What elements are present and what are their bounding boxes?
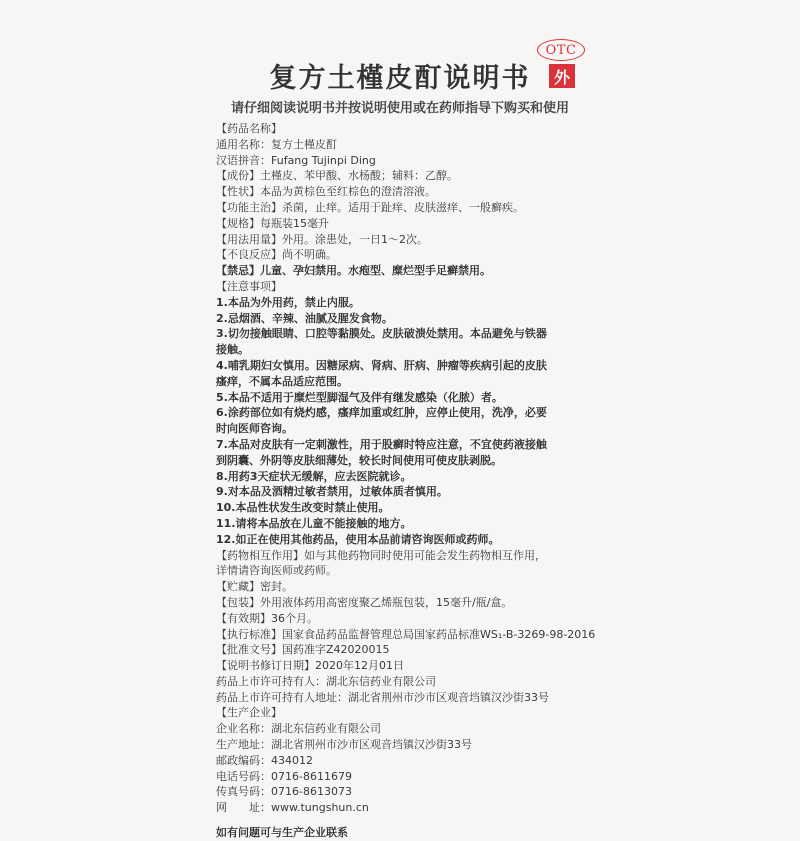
company-name: 企业名称：湖北东信药业有限公司: [216, 722, 381, 736]
generic-name: 通用名称：复方土槿皮酊: [216, 137, 337, 151]
precaution-line: 3.切勿接触眼睛、口腔等黏膜处。皮肤破溃处禁用。本品避免与铁器: [216, 327, 547, 341]
ingredients: 【成份】土槿皮、苯甲酸、水杨酸；辅料：乙醇。: [216, 169, 458, 183]
adverse-reactions: 【不良反应】尚不明确。: [216, 248, 337, 262]
storage: 【贮藏】密封。: [216, 580, 293, 594]
precaution-line: 1.本品为外用药，禁止内服。: [216, 295, 360, 309]
package: 【包装】外用液体药用高密度聚乙烯瓶包装，15毫升/瓶/盒。: [216, 595, 513, 609]
specification: 【规格】每瓶装15毫升: [216, 216, 329, 230]
execution-standard: 【执行标准】国家食品药品监督管理总局国家药品标准WS₁-B-3269-98-2016: [216, 627, 596, 641]
leaflet-content: [216, 121, 616, 841]
precaution-line: 9.对本品及酒精过敏者禁用，过敏体质者慎用。: [216, 485, 448, 499]
external-use-badge: 外: [549, 64, 575, 88]
precaution-line: 接触。: [216, 343, 249, 357]
drug-interactions-cont: 详情请咨询医师或药师。: [216, 564, 337, 578]
license-holder-address: 药品上市许可持有人地址：湖北省荆州市沙市区观音垱镇汉沙街33号: [216, 690, 549, 704]
precaution-line: 时向医师咨询。: [216, 422, 293, 436]
appearance: 【性状】本品为黄棕色至红棕色的澄清溶液。: [216, 185, 436, 199]
precaution-line: 2.忌烟酒、辛辣、油腻及腥发食物。: [216, 311, 393, 325]
precaution-line: 4.哺乳期妇女慎用。因糖尿病、肾病、肝病、肿瘤等疾病引起的皮肤: [216, 358, 547, 372]
precaution-line: 11.请将本品放在儿童不能接触的地方。: [216, 516, 412, 530]
precaution-line: 8.用药3天症状无缓解，应去医院就诊。: [216, 469, 412, 483]
approval-number: 【批准文号】国药准字Z42020015: [216, 643, 390, 657]
precaution-line: 6.涂药部位如有烧灼感，瘙痒加重或红肿，应停止使用，洗净，必要: [216, 406, 547, 420]
precaution-line: 5.本品不适用于糜烂型脚湿气及伴有继发感染（化脓）者。: [216, 390, 503, 404]
license-holder: 药品上市许可持有人：湖北东信药业有限公司: [216, 674, 436, 688]
drug-name-header: 【药品名称】: [216, 122, 282, 135]
contact-note: 如有问题可与生产企业联系: [216, 826, 348, 840]
validity: 【有效期】36个月。: [216, 611, 318, 625]
contraindications: 【禁忌】儿童、孕妇禁用。水疱型、糜烂型手足癣禁用。: [216, 264, 491, 278]
phone-number: 电话号码：0716-8611679: [216, 769, 352, 783]
manufacturer-header: 【生产企业】: [216, 706, 282, 720]
precaution-line: 12.如正在使用其他药品，使用本品前请咨询医师或药师。: [216, 532, 500, 546]
precaution-line: 瘙痒，不属本品适应范围。: [216, 374, 348, 388]
pinyin-name: 汉语拼音：Fufang Tujinpi Ding: [216, 153, 376, 167]
revision-date: 【说明书修订日期】2020年12月01日: [216, 659, 404, 673]
precautions-header: 【注意事项】: [216, 279, 282, 293]
fax-number: 传真号码：0716-8613073: [216, 785, 352, 799]
drug-interactions: 【药物相互作用】如与其他药物同时使用可能会发生药物相互作用，: [216, 548, 546, 562]
otc-badge: OTC: [537, 39, 585, 61]
document-subtitle: 请仔细阅读说明书并按说明使用或在药师指导下购买和使用: [230, 101, 569, 116]
indications: 【功能主治】杀菌，止痒。适用于趾痒、皮肤滋痒、一般癣疾。: [216, 200, 524, 214]
postcode: 邮政编码：434012: [216, 753, 313, 767]
production-address: 生产地址：湖北省荆州市沙市区观音垱镇汉沙街33号: [216, 738, 472, 752]
precaution-line: 7.本品对皮肤有一定刺激性，用于股癣时特应注意，不宜使药液接触: [216, 437, 547, 451]
usage-dosage: 【用法用量】外用。涂患处，一日1～2次。: [216, 232, 428, 246]
website: 网 址：www.tungshun.cn: [216, 801, 369, 815]
precaution-line: 到阴囊、外阴等皮肤细薄处，较长时间使用可使皮肤剥脱。: [216, 453, 502, 467]
precaution-line: 10.本品性状发生改变时禁止使用。: [216, 501, 390, 515]
document-title: 复方土槿皮酊说明书: [269, 63, 531, 94]
